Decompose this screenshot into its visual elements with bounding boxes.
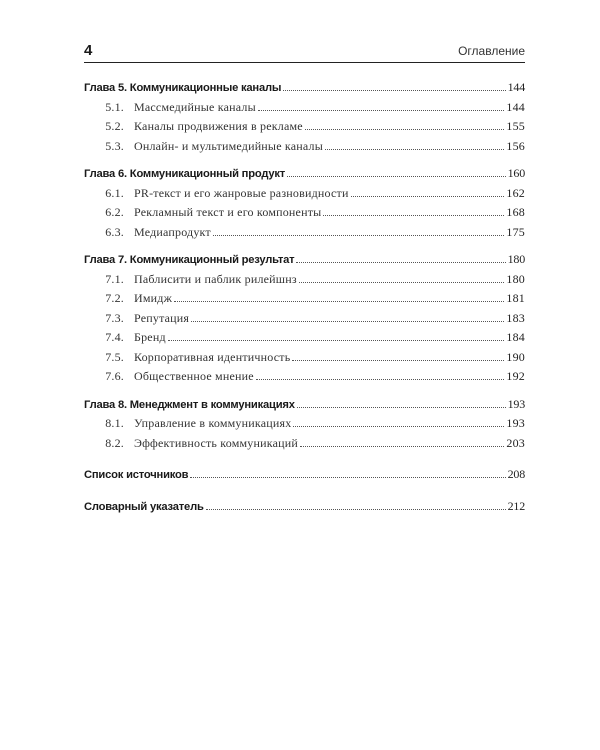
toc-section-7-5[interactable] (84, 350, 525, 370)
toc-chapter-6[interactable] (84, 166, 525, 186)
section-number: 7.1. (105, 271, 124, 286)
section-title: Бренд (134, 330, 166, 344)
page-ref: 162 (506, 185, 525, 200)
section-number: 8.2. (105, 435, 124, 450)
toc-section-6-2[interactable] (84, 205, 525, 225)
toc-section-7-3[interactable] (84, 311, 525, 331)
page-ref: 193 (507, 396, 525, 411)
page-ref: 183 (506, 310, 525, 325)
dot-leader (297, 407, 506, 408)
dot-leader (191, 321, 504, 322)
toc-section-5-1[interactable] (84, 100, 525, 120)
toc-chapter-8[interactable] (84, 397, 525, 417)
toc-sources[interactable] (84, 467, 525, 487)
page-ref: 192 (506, 369, 525, 383)
dot-leader (206, 509, 506, 510)
section-number: 7.5. (105, 349, 124, 364)
dot-leader (296, 262, 505, 263)
chapter-title: Глава 6. Коммуникационный продукт (84, 168, 286, 180)
page-ref: 193 (506, 416, 525, 430)
section-number: 6.2. (105, 205, 124, 219)
dot-leader (258, 110, 505, 111)
dot-leader (325, 149, 504, 150)
toc-section-7-1[interactable] (84, 272, 525, 292)
chapter-title: Глава 8. Менеджмент в коммуникациях (84, 398, 295, 411)
dot-leader (287, 176, 506, 177)
section-title: Корпоративная идентичность (134, 349, 291, 364)
section-number: 6.1. (105, 185, 124, 200)
section-title: PR-текст и его жанровые разновидности (134, 185, 349, 200)
page-ref: 156 (506, 138, 525, 153)
dot-leader (213, 235, 505, 236)
section-number: 7.2. (105, 291, 124, 305)
toc-chapter-5[interactable] (84, 80, 525, 100)
page-ref: 180 (506, 271, 525, 286)
toc-section-7-4[interactable] (84, 330, 525, 350)
toc-section-5-3[interactable] (84, 139, 525, 159)
section-number: 5.1. (105, 99, 124, 114)
dot-leader (190, 477, 505, 478)
dot-leader (256, 379, 505, 380)
dot-leader (293, 426, 504, 427)
section-title: Массмедийные каналы (134, 99, 256, 114)
index-title: Словарный указатель (84, 500, 204, 513)
table-of-contents (84, 80, 525, 518)
page-ref: 180 (507, 252, 525, 266)
section-title: Онлайн- и мультимедийные каналы (134, 138, 324, 153)
section-number: 5.3. (105, 138, 124, 153)
section-title: Имидж (134, 291, 173, 305)
toc-section-7-6[interactable] (84, 369, 525, 389)
dot-leader (168, 340, 505, 341)
chapter-title: Глава 5. Коммуникационные каналы (84, 82, 282, 94)
dot-leader (292, 360, 504, 361)
page-ref: 181 (506, 291, 525, 305)
page-ref: 168 (506, 205, 525, 219)
dot-leader (351, 196, 505, 197)
section-number: 6.3. (105, 224, 124, 239)
page-number: 4 (84, 42, 93, 59)
section-title: Медиапродукт (134, 224, 211, 239)
dot-leader (323, 215, 504, 216)
section-title: Рекламный текст и его компоненты (134, 205, 322, 219)
page-ref: 144 (506, 99, 525, 114)
dot-leader (174, 301, 504, 302)
page-ref: 184 (506, 330, 525, 344)
toc-section-6-3[interactable] (84, 225, 525, 245)
sources-title: Список источников (84, 469, 189, 481)
page-ref: 203 (506, 435, 525, 450)
dot-leader (299, 282, 505, 283)
section-number: 7.6. (105, 369, 124, 383)
page-ref: 175 (506, 224, 525, 239)
section-title: Общественное мнение (134, 369, 254, 383)
toc-chapter-7[interactable] (84, 252, 525, 272)
section-number: 8.1. (105, 416, 124, 430)
section-number: 7.4. (105, 330, 124, 344)
section-title: Каналы продвижения в рекламе (134, 119, 303, 133)
running-title: Оглавление (458, 44, 525, 58)
page-ref: 144 (507, 80, 525, 94)
dot-leader (300, 446, 504, 447)
section-number: 7.3. (105, 310, 124, 325)
dot-leader (283, 90, 505, 91)
toc-section-6-1[interactable] (84, 186, 525, 206)
page-ref: 160 (507, 166, 525, 180)
page-ref: 155 (506, 119, 525, 133)
chapter-title: Глава 7. Коммуникационный результат (84, 254, 295, 266)
section-title: Репутация (134, 310, 190, 325)
page-ref: 212 (507, 498, 525, 513)
toc-section-8-2[interactable] (84, 436, 525, 456)
section-title: Паблисити и паблик рилейшнз (134, 271, 297, 286)
toc-section-7-2[interactable] (84, 291, 525, 311)
page-header (84, 40, 525, 63)
section-number: 5.2. (105, 119, 124, 133)
section-title: Эффективность коммуникаций (134, 435, 298, 450)
toc-section-8-1[interactable] (84, 416, 525, 436)
toc-index[interactable] (84, 499, 525, 519)
page-ref: 190 (506, 349, 525, 364)
section-title: Управление в коммуникациях (134, 416, 292, 430)
dot-leader (305, 129, 505, 130)
page-ref: 208 (507, 467, 525, 481)
toc-section-5-2[interactable] (84, 119, 525, 139)
